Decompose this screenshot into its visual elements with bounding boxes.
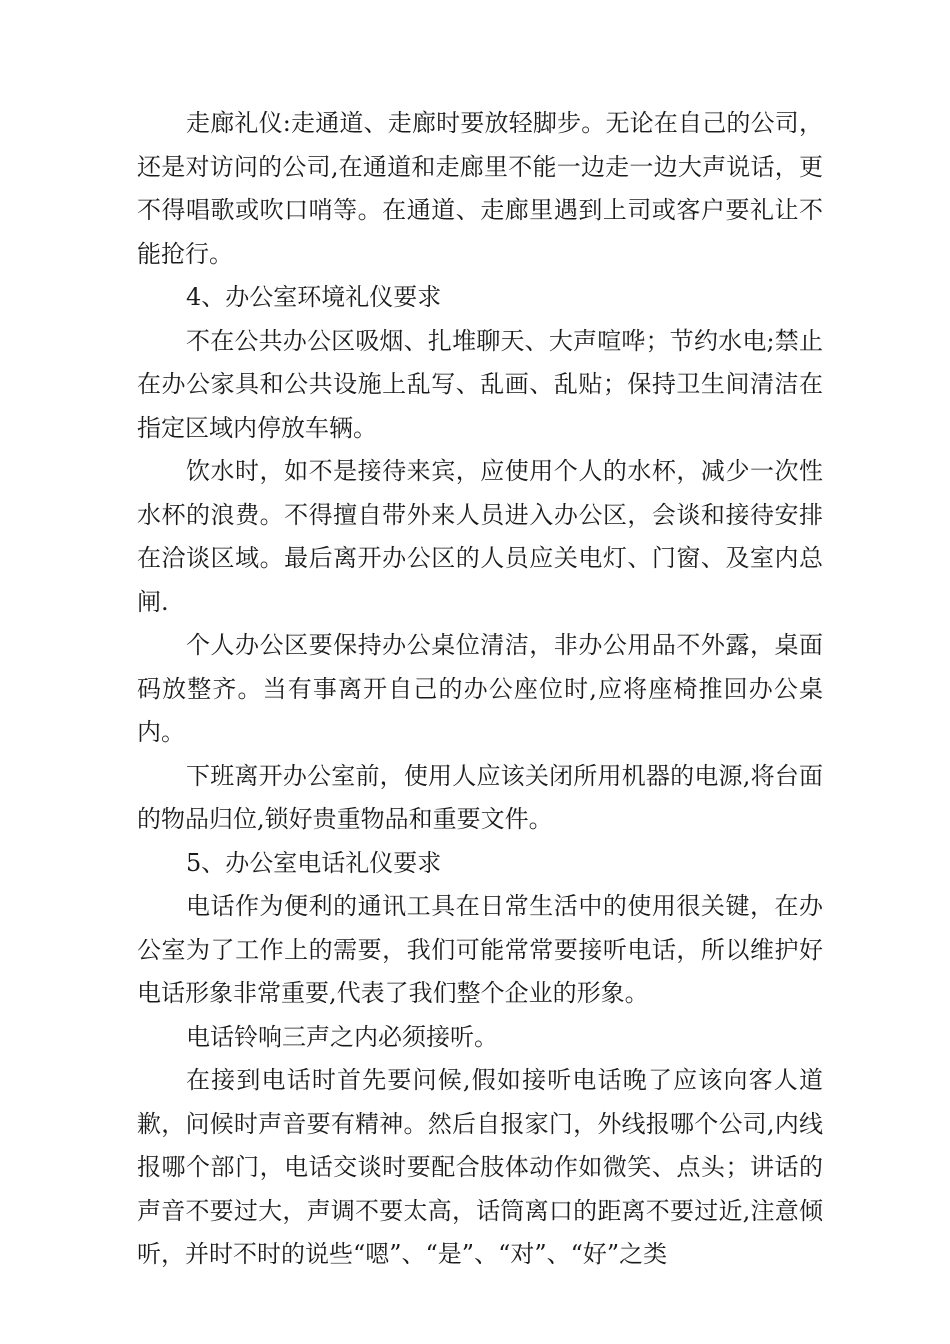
paragraph-corridor-etiquette: 走廊礼仪:走通道、走廊时要放轻脚步。无论在自己的公司，还是对访问的公司,在通道和走廊里不能一边走一边大声说话，更不得唱歌或吹口哨等。在通道、走廊里遇到上司或客户要礼让不能抢行。 — [137, 109, 823, 268]
paragraph-drinking-water: 饮水时，如不是接待来宾，应使用个人的水杯，减少一次性水杯的浪费。不得擅自带外来人员进入办公区，会谈和接待安排在洽谈区域。最后离开办公区的人员应关电灯、门窗、及室内总闸. — [137, 457, 823, 616]
document-page — [137, 102, 823, 1277]
paragraph-phone-importance: 电话作为便利的通讯工具在日常生活中的使用很关键，在办公室为了工作上的需要，我们可能常常要接听电话，所以维护好电话形象非常重要,代表了我们整个企业的形象。 — [137, 892, 823, 1007]
section-heading-phone-etiquette: 5、办公室电话礼仪要求 — [186, 848, 442, 877]
section-heading-office-environment: 4、办公室环境礼仪要求 — [186, 283, 442, 311]
paragraph-greeting-on-phone: 在接到电话时首先要问候,假如接听电话晚了应该向客人道歉，问候时声音要有精神。然后自报家门，外线报哪个公司,内线报哪个部门，电话交谈时要配合肢体动作如微笑、点头；讲话的声音不要过大，声调不要太高，话筒离口的距离不要过近,注意倾听，并时不时的说些“嗯”、“是”、“对”、“好”之类 — [137, 1066, 823, 1268]
paragraph-answer-within-three-rings: 电话铃响三声之内必须接听。 — [186, 1022, 498, 1051]
paragraph-public-area-rules: 不在公共办公区吸烟、扎堆聊天、大声喧哗；节约水电;禁止在办公家具和公共设施上乱写、乱画、乱贴；保持卫生间清洁在指定区域内停放车辆。 — [137, 326, 823, 442]
paragraph-leaving-office: 下班离开办公室前，使用人应该关闭所用机器的电源,将台面的物品归位,锁好贵重物品和重要文件。 — [137, 761, 823, 833]
paragraph-personal-desk: 个人办公区要保持办公桌位清洁，非办公用品不外露，桌面码放整齐。当有事离开自己的办公座位时,应将座椅推回办公桌内。 — [137, 631, 823, 746]
